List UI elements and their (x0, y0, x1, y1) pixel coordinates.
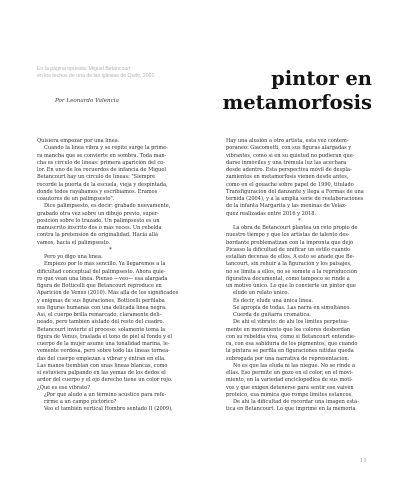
text-line: recordé la puerta de la escuela, vieja y despintada, (37, 181, 168, 188)
text-line: Es decir, elude una única línea. (233, 297, 314, 304)
text-line: con su rebeldía viva, como si Betancourt entendie- (226, 333, 356, 340)
text-line: ¿Por qué aludo a un término acústico para refe- (44, 391, 167, 398)
text-line: vos y que exigen detenerse para sentir ese vaivén (226, 384, 354, 391)
text-line: De ahí el vibrato: de ahí los límites perpetua- (233, 319, 349, 326)
text-line: y enigmas de sus figuraciones, Botticelli perfilaba (37, 297, 165, 304)
title-line: pintor en (271, 67, 372, 90)
text-line: manuscrito inscrito dos o más veces. Un rebelda (37, 225, 162, 231)
left-text-column (37, 138, 184, 414)
text-line: figura de Venus, traslada el tono de piel al fondo y el (37, 333, 173, 340)
text-line: vamos, hacia el palimpsesto. (37, 239, 111, 246)
text-line: ra mancha que se convierte en sombra. Toda man- (37, 152, 167, 159)
text-line: nuestro tiempo y que los artistas de talento des- (226, 232, 350, 239)
text-line: posición sobre lo trazado. Un palimpsesto es un (37, 217, 160, 224)
text-line: elude un relato único. (233, 290, 289, 297)
text-line: Empiezo por lo más sencillo. Ya llegaremos a la (44, 261, 166, 268)
text-line: ellas. Eso permite un gozo en el color, en el movi- (226, 370, 353, 376)
text-line: * (298, 217, 301, 224)
text-line: Veo el también vertical Hombre sentado II (2009), (44, 406, 173, 413)
text-line: un motivo único. Lo que lo convierte un pintor que (226, 283, 356, 289)
text-line: sus figuras humanas con una delicada línea negra. (37, 304, 167, 311)
photo-caption (37, 66, 157, 81)
text-line: Las manos tiemblan con unas líneas blancas, como (37, 362, 168, 369)
text-line: no se limita a ellos, no se somete a la reproducción (226, 268, 358, 275)
text-line: das del cuerpo empiezan a vibrar y entran en ella. (37, 355, 166, 362)
text-line: contra la pretensión de originalidad. Hacia allá (37, 232, 158, 239)
text-line: Transfiguración del danzante y llega a Formas de una (226, 188, 364, 195)
text-line: Picasso la dificultad de unificar un estilo cuando (226, 246, 351, 253)
title-line: metamorfosis (222, 91, 372, 114)
text-line: Betancourt hay un círculo de líneas: "Siempre (37, 174, 156, 181)
text-line: mente en movimiento que los colores desbordan (226, 326, 351, 333)
text-line: ¿Qué es ese vibrato? (37, 384, 90, 391)
text-line: Cuando la línea vibra y se repite surge la prime- (44, 145, 168, 152)
text-line: rirme a un campo pictórico? (44, 399, 117, 405)
text-line: La obra de Betancourt plantea un reto propio de (233, 225, 358, 231)
caption-line: En la página opuesta: Miguel Betancourt (37, 66, 131, 72)
text-line: si estuviera palpando en las yemas de los dedos el (37, 370, 166, 376)
text-line: cha es círculo de líneas: primera aparición del co- (37, 159, 165, 166)
text-line: donde todos rayábamos y escribíamos. Eramos (37, 188, 158, 195)
text-line: desde adentro. Esta perspectiva móvil de despla- (226, 167, 352, 173)
text-line: Quisiera empezar por una línea. (37, 138, 120, 144)
text-line: subrogada por una narrativa de representación. (226, 355, 350, 362)
author-byline: Por Leonardo Valencia (55, 98, 119, 104)
caption-line: en los techos de una de las iglesias de Quito, 2001 (37, 73, 155, 80)
text-line: dificultad conceptual del palimpsesto. Ahora quie- (37, 268, 166, 275)
text-line: Se apropia de todas. Las narra en simultáneo. (233, 304, 351, 311)
text-line: miento, en la variedad enciclopédica de sus moti- (226, 377, 353, 384)
text-line: poráneo: Giacometti, con sus figuras alargadas y (226, 145, 352, 152)
text-line: estallan decenas de ellos. A esto se añade que Be- (226, 254, 355, 260)
right-text-column (226, 138, 373, 414)
text-line: tancourt, sin rehuir a la figuración y los paisajes, (226, 261, 352, 268)
text-line: Pero yo digo una línea. (44, 254, 103, 260)
text-line: ro que vean una línea. Pienso —veo— esa alargada (37, 275, 168, 282)
text-line: ardor del cuerpo y el ojo derecho tiene un color rojo. (37, 377, 173, 384)
text-line: figura de Botticelli que Betancourt reproduce en (37, 283, 162, 289)
text-line: grabado otra vez sobre un dibujo previo, super- (37, 210, 159, 217)
text-line: ternida (2004), y a la amplia serie de reelaboraciones (226, 196, 364, 202)
text-line: vibrantes, como si en su quietud no pudieran que- (226, 152, 355, 159)
text-line: tica en Betancourt. Lo que imprime en la memoria (226, 406, 356, 413)
page-number: 11 (360, 458, 367, 464)
text-line: vemente verdosa, pero sobre todo las líneas tornea- (37, 348, 170, 355)
text-line: Dice palimpsesto, es decir: grabado nuevamente, (44, 203, 171, 210)
text-line: Así, el cuerpo brilla remarcado, claramente deli- (37, 312, 162, 318)
article-title (186, 67, 372, 115)
text-line: proteico, esa mímica que rompe límites estancos. (226, 391, 353, 398)
text-line: No es que las eluda ni las niegue. No se rinde a (233, 362, 355, 369)
text-line: Hay una alusión a otro artista, esta vez contem- (226, 138, 349, 144)
text-line: De ahí la dificultad de recordar una imagen está- (233, 399, 359, 405)
text-line: ra, con esa sabiduría de los pigmentos, que cuando (226, 341, 358, 347)
text-line: zamientos en metamorfosis vienen desde antes, (226, 174, 349, 181)
text-line: lor. En uno de los recuerdos de infancia de Miguel (37, 167, 166, 173)
text-line: figurativa documental, como tampoco se rinde a (226, 275, 350, 282)
text-line: darse inmóviles y una trémula luz las acechara (226, 159, 347, 166)
text-line: Aparición de Venus (2010). Más allá de los significados (37, 290, 179, 297)
text-line: Cuerda de guitarra cromática. (233, 312, 311, 318)
text-line: cuerpo de la mujer asume una tonalidad marina, le- (37, 341, 170, 347)
text-line: de la infanta Margarita y las meninas de Veláz- (226, 203, 347, 210)
text-line: Betancourt invierte el proceso: solamente toma la (37, 326, 166, 333)
text-line: la pintura se perfila en figuraciones nítidas queda (226, 348, 354, 355)
text-line: neado, pero también aislado del resto del cuadro. (37, 319, 165, 326)
text-line: quez realizadas entre 2016 y 2018. (226, 210, 317, 217)
text-line: * (109, 246, 112, 253)
text-line: bordante problematizan con la impronta que dejó (226, 239, 354, 246)
text-line: coautores de un palimpsesto". (37, 196, 115, 202)
text-line: como en el gouache sobre papel de 1990, titulado (226, 181, 354, 188)
